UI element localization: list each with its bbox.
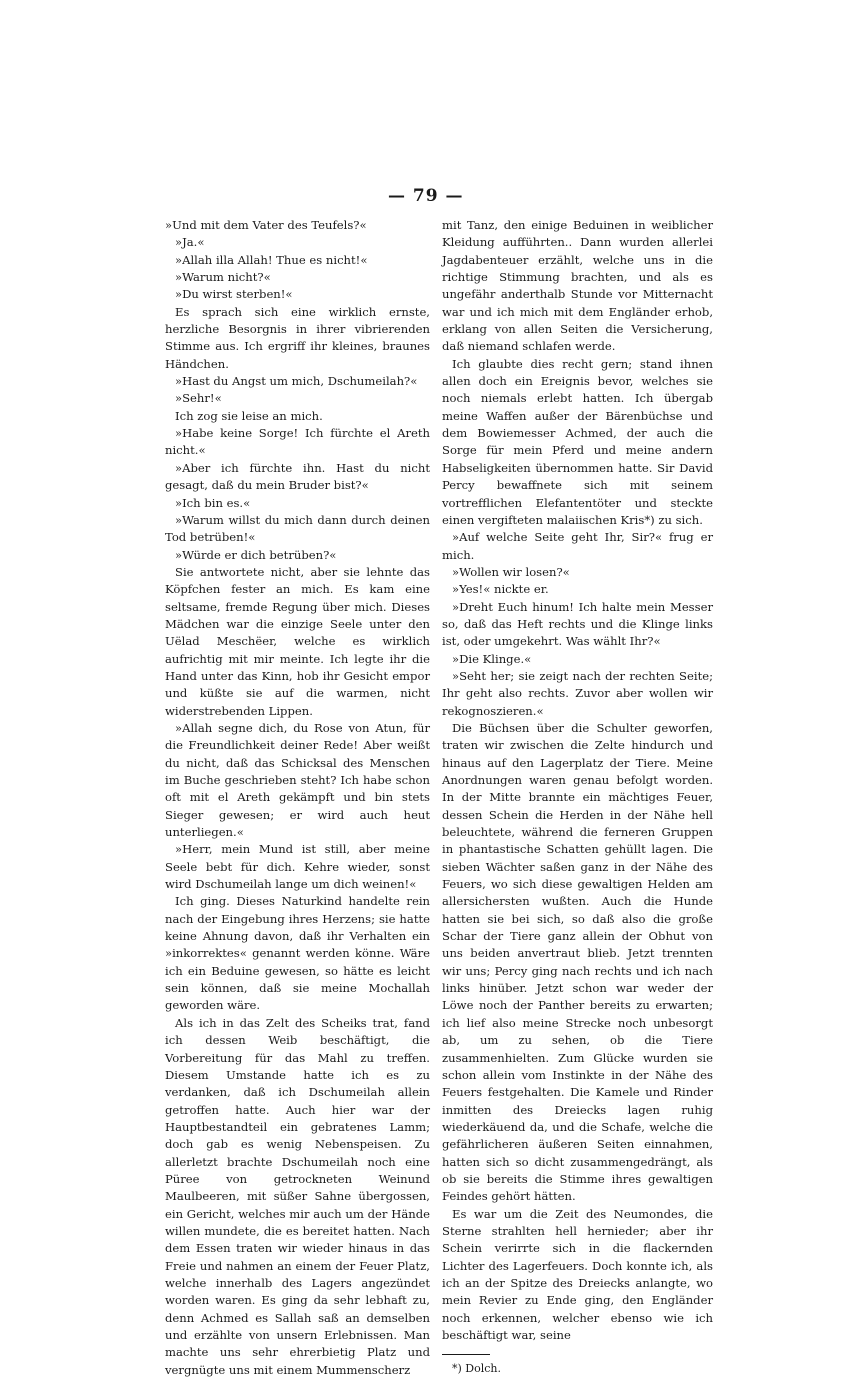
paragraph: Es sprach sich eine wirklich ernste, herzliche Besorgnis in ihrer vibrierenden Stimme aus. Ich ergriff ihr kleines, braunes Händchen.: [165, 304, 430, 371]
paragraph: Ich zog sie leise an mich.: [175, 408, 323, 423]
paragraph: Die Büchsen über die Schulter geworfen, traten wir zwischen die Zelte hindurch und hinaus auf den Lagerplatz der Tiere. Meine Anordnungen waren genau befolgt worden. In der Mitte brannte ein mächtiges Feuer, dessen Schein die Herden in der Nähe hell beleuchtete, während die ferneren Gruppen in phantastische Schatten gehüllt lagen. Die sieben Wächter saßen ganz in der Nähe des Feuers, wo sich diese gewaltigen Helden am allersichersten wußten. Auch die Hunde hatten sie bei sich, so daß also die große Schar der Tiere ganz allein der Obhut von uns beiden anvertraut blieb. Jetzt trennten wir uns; Percy ging nach rechts und ich nach links hinüber. Jetzt schon war weder der Löwe noch der Panther bereits zu erwarten; ich lief also meine Strecke noch unbesorgt ab, um zu sehen, ob die Tiere zusammenhielten. Zum Glücke wurden sie schon allein vom Instinkte in der Nähe des Feuers festgehalten. Die Kamele und Rinder inmitten des Dreiecks lagen ruhig wiederkäuend da, und die Schafe, welche die gefährlicheren äußeren Seiten einnahmen, hatten sich so dicht zusammengedrängt, als ob sie bereits die Stimme ihres gewaltigen Feindes gehört hätten.: [442, 720, 713, 1204]
paragraph: Ich glaubte dies recht gern; stand ihnen allen doch ein Ereignis bevor, welches sie noch niemals erlebt hatten. Ich übergab meine Waffen außer der Bärenbüchse und dem Bowiemesser Achmed, der auch die Sorge für mein Pferd und meine andern Habseligkeiten übernommen hatte. Sir David Percy bewaffnete sich mit seinem vortrefflichen Elefantentöter und steckte einen vergifteten malaiischen Kris*) zu sich.: [442, 356, 713, 527]
paragraph: »Und mit dem Vater des Teufels?«: [165, 218, 367, 232]
paragraph: Sie antwortete nicht, aber sie lehnte das Köpfchen fester an mich. Es kam eine seltsame, fremde Regung über mich. Dieses Mädchen war die einzige Seele unter den Uëlad Meschëer, welche es wirklich aufrichtig mit mir meinte. Ich legte ihr die Hand unter das Kinn, hob ihr Gesicht empor und küßte sie auf die warmen, nicht widerstrebenden Lippen.: [165, 564, 430, 718]
paragraph: »Dreht Euch hinum! Ich halte mein Messer so, daß das Heft rechts und die Klinge links ist, oder umgekehrt. Was wählt Ihr?«: [442, 599, 713, 649]
paragraph: »Ja.«: [175, 235, 205, 250]
paragraph: »Allah segne dich, du Rose von Atun, für die Freundlichkeit deiner Rede! Aber weißt du nicht, daß das Schicksal des Menschen im Buche geschrieben steht? Ich habe schon oft mit el Areth gekämpft und bin stets Sieger gewesen; er wird auch heut unterliegen.«: [165, 720, 430, 840]
paragraph: Ich ging. Dieses Naturkind handelte rein nach der Eingebung ihres Herzens; sie hatte keine Ahnung davon, daß ihr Verhalten ein »inkorrektes« genannt werden könne. Wäre ich ein Beduine gewesen, so hätte es leicht sein können, daß sie meine Mochallah geworden wäre.: [165, 894, 430, 1013]
paragraph: »Ich bin es.«: [175, 495, 251, 510]
paragraph: »Allah illa Allah! Thue es nicht!«: [175, 252, 368, 267]
paragraph: Als ich in das Zelt des Scheiks trat, fand ich dessen Weib beschäftigt, die Vorbereitung für das Mahl zu treffen. Diesem Umstande hatte ich es zu verdanken, daß ich Dschumeilah allein getroffen hatte. Auch hier war der Hauptbestandteil ein gebratenes Lamm; doch gab es wenig Nebenspeisen. Zu allerletzt brachte Dschumeilah noch eine Püree von getrockneten Weinund Maulbeeren, mit süßer Sahne übergossen, ein Gericht, welches mir auch um der Hände willen mundete, die es bereitet hatten. Nach dem Essen traten wir wieder hinaus in das Freie und nahmen an einem der Feuer Platz, welche innerhalb des Lagers angezündet worden waren. Es ging da sehr lebhaft zu, denn Achmed es Sallah saß an demselben und erzählte von unsern Erlebnissen. Man machte uns sehr ehrerbietig Platz und vergnügte uns mit einem Mummenscherz: [165, 1015, 430, 1377]
paragraph: »Warum willst du mich dann durch deinen Tod betrüben!«: [165, 512, 430, 545]
footnote-rule: [442, 1354, 490, 1355]
left-column: [165, 217, 430, 1379]
paragraph: »Auf welche Seite geht Ihr, Sir?« frug er mich.: [442, 530, 713, 562]
paragraph: »Habe keine Sorge! Ich fürchte el Areth nicht.«: [165, 426, 430, 458]
paragraph: »Hast du Angst um mich, Dschumeilah?«: [175, 374, 418, 389]
page-number: — 79 —: [388, 186, 464, 206]
paragraph: »Herr, mein Mund ist still, aber meine Seele bebt für dich. Kehre wieder, sonst wird Dschumeilah lange um dich weinen!«: [165, 842, 430, 892]
paragraph: mit Tanz, den einige Beduinen in weiblicher Kleidung aufführten.. Dann wurden allerlei Jagdabenteuer erzählt, welche uns in die richtige Stimmung brachten, und als es ungefähr anderthalb Stunde vor Mitternacht war und ich mich mit dem Engländer erhob, erklang von allen Seiten die Versicherung, daß niemand schlafen werde.: [442, 218, 713, 354]
right-column: [442, 217, 713, 1377]
paragraph: »Die Klinge.«: [452, 651, 532, 666]
paragraph: »Du wirst sterben!«: [175, 287, 293, 302]
paragraph: »Aber ich fürchte ihn. Hast du nicht gesagt, daß du mein Bruder bist?«: [165, 460, 430, 493]
paragraph: »Seht her; sie zeigt nach der rechten Seite; Ihr geht also rechts. Zuvor aber wollen wir rekognoszieren.«: [442, 668, 713, 718]
paragraph: »Wollen wir losen?«: [452, 564, 570, 579]
footnote: *) Dolch.: [452, 1362, 501, 1376]
paragraph: »Würde er dich betrüben?«: [175, 547, 337, 562]
paragraph: »Yes!« nickte er.: [452, 582, 549, 597]
paragraph: Es war um die Zeit des Neumondes, die Sterne strahlten hell hernieder; aber ihr Schein verirrte sich in die flackernden Lichter des Lagerfeuers. Doch konnte ich, als ich an der Spitze des Dreiecks anlangte, wo mein Revier zu Ende ging, den Engländer noch erkennen, welcher ebenso wie ich beschäftigt war, seine: [442, 1206, 713, 1342]
paragraph: »Sehr!«: [175, 391, 222, 406]
paragraph: »Warum nicht?«: [175, 270, 271, 285]
